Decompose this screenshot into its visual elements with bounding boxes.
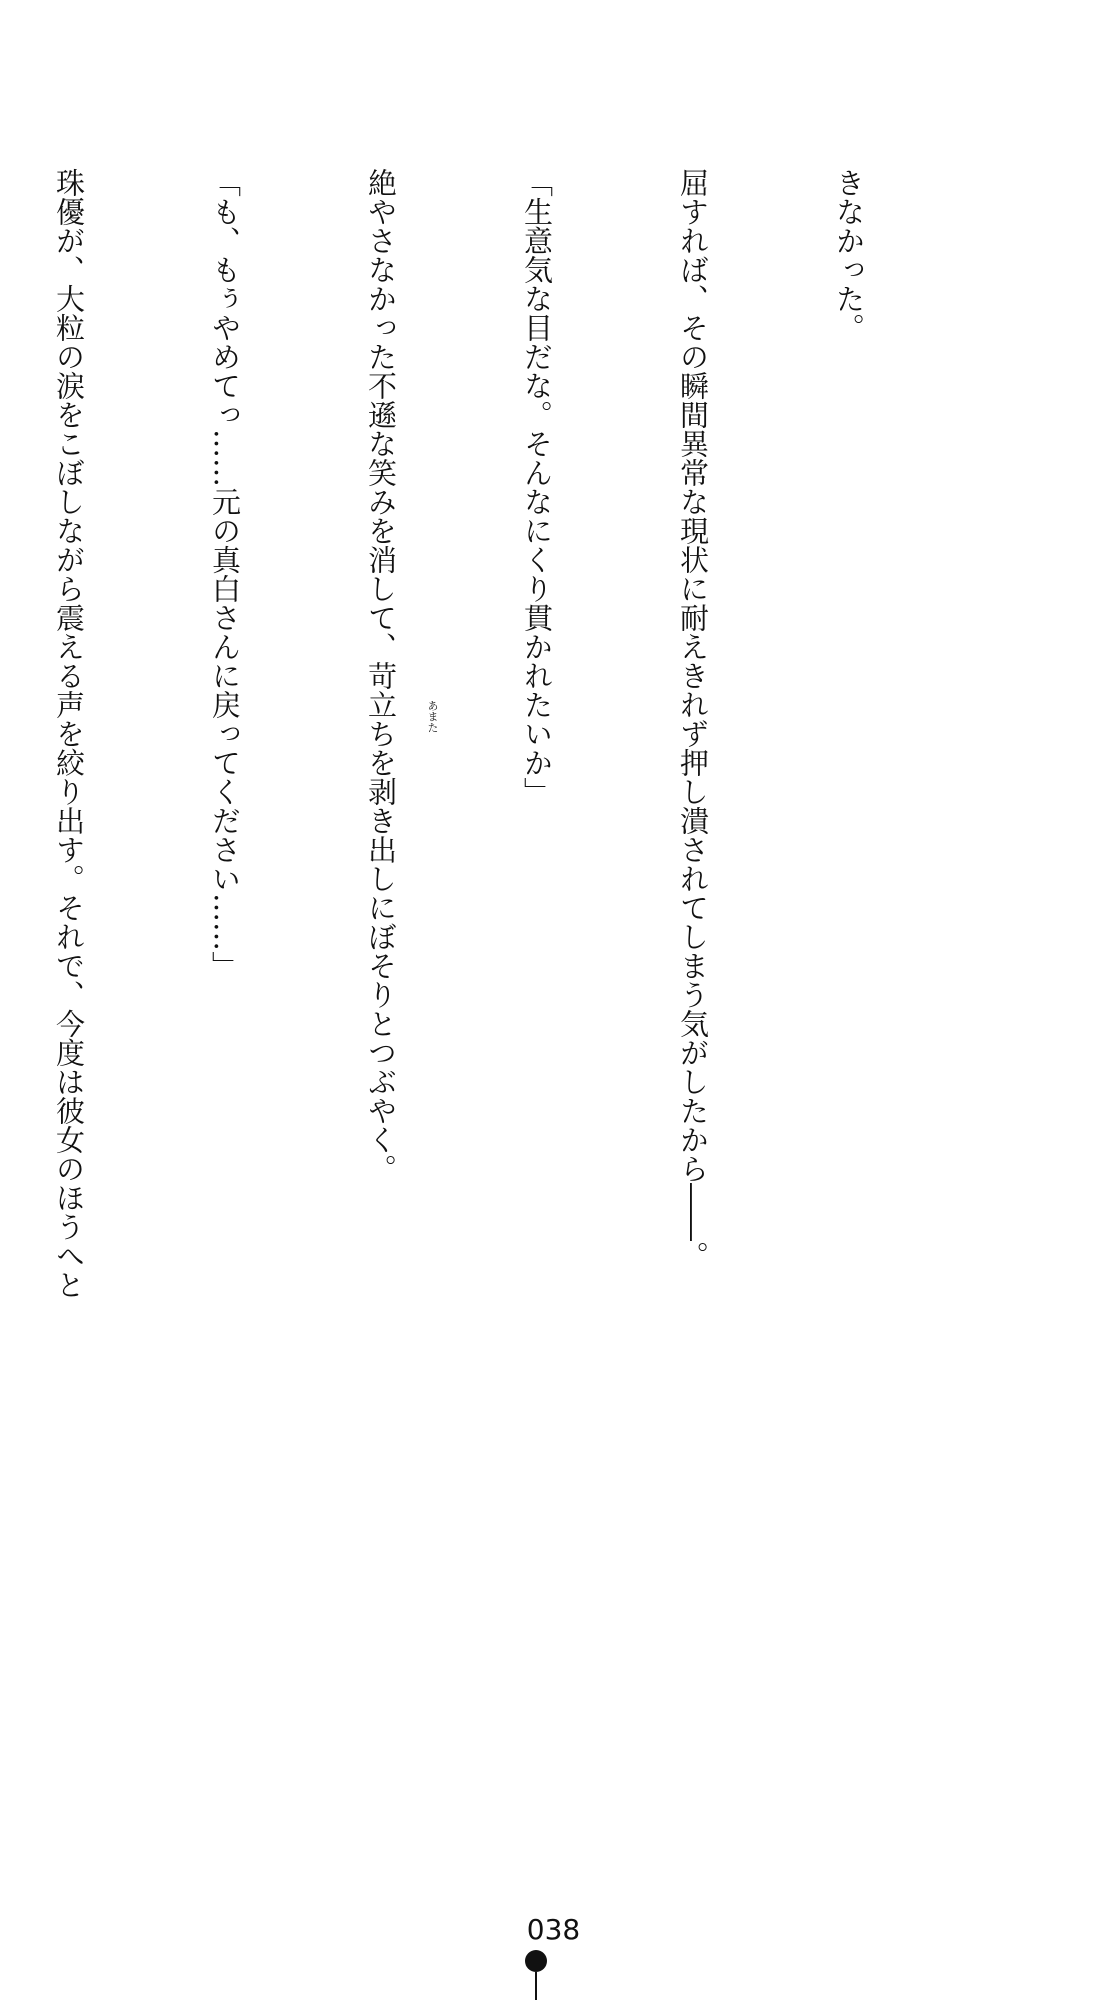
- text-line-5: 「も、もぅやめてっ……元の真白さんに戻ってください……」: [208, 168, 242, 980]
- page-number: 038: [526, 1913, 581, 1946]
- text-line-4: 絶やさなかった不遜な笑みを消して、苛立ちを剥き出しにぼそりとつぶやく。: [364, 168, 398, 1183]
- folio-marker: [525, 1950, 547, 2000]
- text-line-3: 「生意気な目だな。そんなにくり貫かれたいか」: [520, 168, 554, 806]
- ruby-reading: あまた: [426, 700, 439, 733]
- folio-line: [535, 1972, 537, 2000]
- text-line-6: 珠優が、大粒の涙をこぼしながら震える声を絞り出す。それで、今度は彼女のほうへと: [52, 168, 86, 1299]
- folio-dot-icon: [525, 1950, 547, 1972]
- text-line-1: きなかった。: [832, 168, 866, 342]
- text-line-2: 屈すれば、その瞬間異常な現状に耐えきれず押し潰されてしまう気がしたから――。: [676, 168, 710, 1270]
- vertical-text-body: [0, 168, 979, 1588]
